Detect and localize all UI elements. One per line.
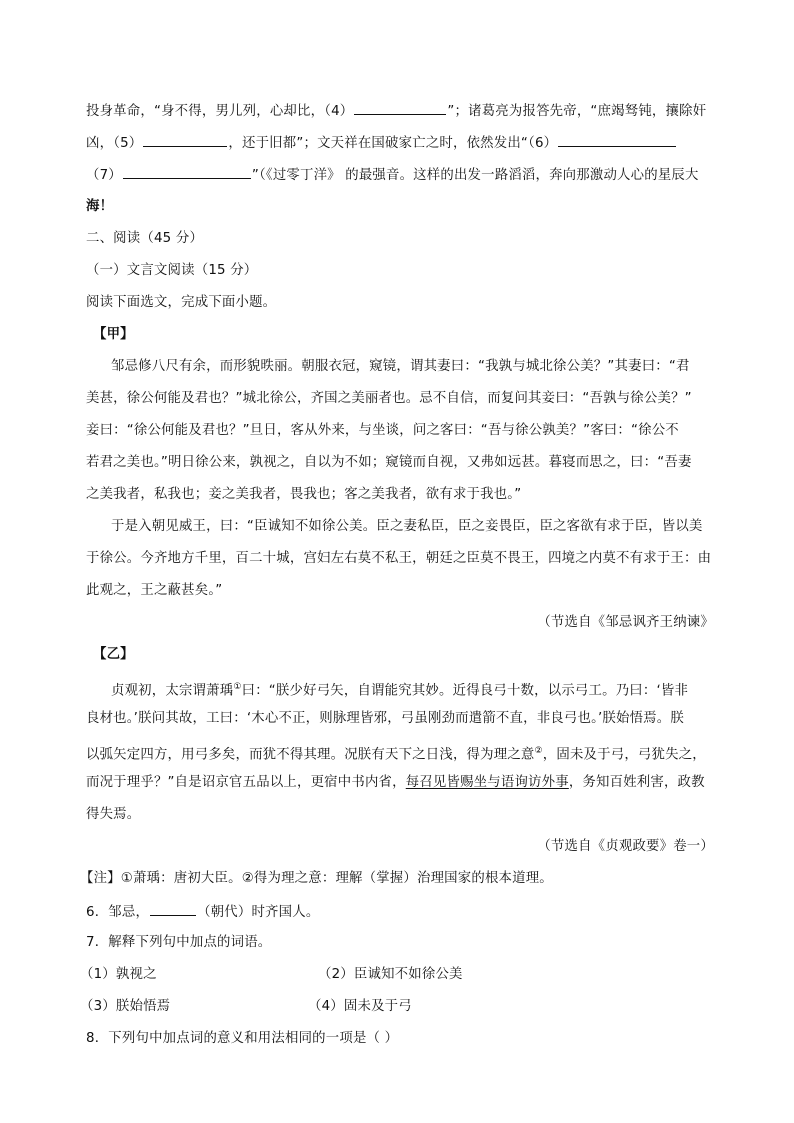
- footnote-marker: ①: [233, 682, 242, 692]
- passage-line: [86, 742, 718, 764]
- text-span: 6．邹忌，: [86, 905, 150, 920]
- section-heading: 二、阅读（45 分）: [86, 231, 204, 246]
- question-7-item-1: （1）孰视之: [80, 967, 157, 982]
- text-line: [86, 133, 718, 153]
- text-line: 海！: [86, 199, 114, 214]
- question-8: 8．下列句中加点词的意义和用法相同的一项是（ ）: [86, 1031, 399, 1046]
- question-7-item-4: （4）固未及于弓: [308, 999, 412, 1014]
- passage-line: 邹忌修八尺有余，而形貌昳丽。朝服衣冠，窥镜，谓其妻曰：“我孰与城北徐公美？”其妻曰：“君: [111, 359, 690, 374]
- text-span: 而况于理乎？”自是诏京官五品以上，更宿中书内省，: [86, 775, 406, 790]
- text-line: [86, 165, 718, 185]
- text-span: （朝代）时齐国人。: [197, 905, 320, 920]
- instruction: 阅读下面选文，完成下面小题。: [86, 295, 277, 310]
- text-span: ，务知百姓利害，政教: [568, 775, 705, 790]
- passage-line: 妾曰：“徐公何能及君也？”旦日，客从外来，与坐谈，问之客曰：“吾与徐公孰美？”客曰：“徐公不: [86, 423, 679, 438]
- passage-line: 若君之美也。”明日徐公来，孰视之，自以为不如；窥镜而自视，又弗如远甚。暮寝而思之，曰：“吾妻: [86, 455, 692, 470]
- passage-line: [111, 678, 718, 700]
- question-7-item-2: （2）臣诚知不如徐公美: [318, 967, 463, 982]
- underlined-sentence: 每召见皆赐坐与语询访外事: [405, 775, 569, 790]
- text-span: ”（《过零丁洋》 的最强音。这样的出发一路滔滔，奔向那激动人心的星辰大: [251, 168, 699, 183]
- answer-blank-7[interactable]: [123, 165, 251, 179]
- text-span: （7）: [86, 168, 122, 183]
- passage-line: 此观之，王之蔽甚矣。”: [86, 583, 223, 598]
- source-citation: （节选自《贞观政要》卷一）: [537, 839, 714, 854]
- passage-line: 之美我者，私我也；妾之美我者，畏我也；客之美我者，欲有求于我也。”: [86, 487, 522, 502]
- passage-line: 于徐公。今齐地方千里，百二十城，宫妇左右莫不私王，朝廷之臣莫不畏王，四境之内莫不有求于王：由: [86, 551, 712, 566]
- question-7-item-3: （3）朕始悟焉: [80, 999, 171, 1014]
- text-span: 以弧矢定四方，用弓多矣，而犹不得其理。况朕有天下之日浅，得为理之意: [86, 747, 535, 763]
- text-span: 曰：“朕少好弓矢，自谓能究其妙。近得良弓十数，以示弓工。乃曰：‘皆非: [241, 683, 689, 699]
- text-span: 凶，（5）: [86, 136, 143, 151]
- answer-blank-q6[interactable]: [150, 902, 196, 916]
- text-line: [86, 101, 718, 121]
- question-7: 7．解释下列句中加点的词语。: [86, 935, 272, 950]
- answer-blank-5[interactable]: [143, 133, 227, 147]
- source-citation: （节选自《邹忌讽齐王纳谏》: [537, 615, 714, 630]
- text-span: 投身革命，“身不得，男儿列，心却比，（4）: [86, 104, 354, 119]
- footnote-marker: ②: [534, 746, 543, 756]
- annotation-note: 【注】①萧瑀：唐初大臣。②得为理之意：理解（掌握）治理国家的根本道理。: [80, 871, 553, 886]
- text-span: 贞观初，太宗谓萧瑀: [111, 683, 234, 699]
- text-span: ，固未及于弓，弓犹失之，: [542, 747, 706, 763]
- text-span: ，还于旧都”；文天祥在国破家亡之时，依然发出“（6）: [228, 136, 558, 151]
- text-span: ”；诸葛亮为报答先帝，“庶竭驽钝，攘除奸: [447, 104, 707, 119]
- subsection-heading: （一）文言文阅读（15 分）: [86, 263, 258, 278]
- passage-line: 良材也。’朕问其故，工曰：‘木心不正，则脉理皆邪，弓虽刚劲而遣箭不直，非良弓也。’朕始悟焉。朕: [86, 711, 684, 726]
- passage-line: 于是入朝见威王，曰：“臣诚知不如徐公美。臣之妻私臣，臣之妾畏臣，臣之客欲有求于臣，皆以美: [111, 519, 703, 534]
- passage-line: [86, 774, 718, 792]
- answer-blank-4[interactable]: [354, 101, 446, 115]
- passage-line: 美甚，徐公何能及君也？”城北徐公，齐国之美丽者也。忌不自信，而复问其妾曰：“吾孰与徐公美？”: [86, 391, 692, 406]
- passage-line: 得失焉。: [86, 807, 141, 822]
- question-6: [86, 902, 718, 922]
- answer-blank-6[interactable]: [558, 133, 676, 147]
- passage-label-jia: 【甲】: [93, 327, 134, 342]
- passage-label-yi: 【乙】: [93, 647, 134, 662]
